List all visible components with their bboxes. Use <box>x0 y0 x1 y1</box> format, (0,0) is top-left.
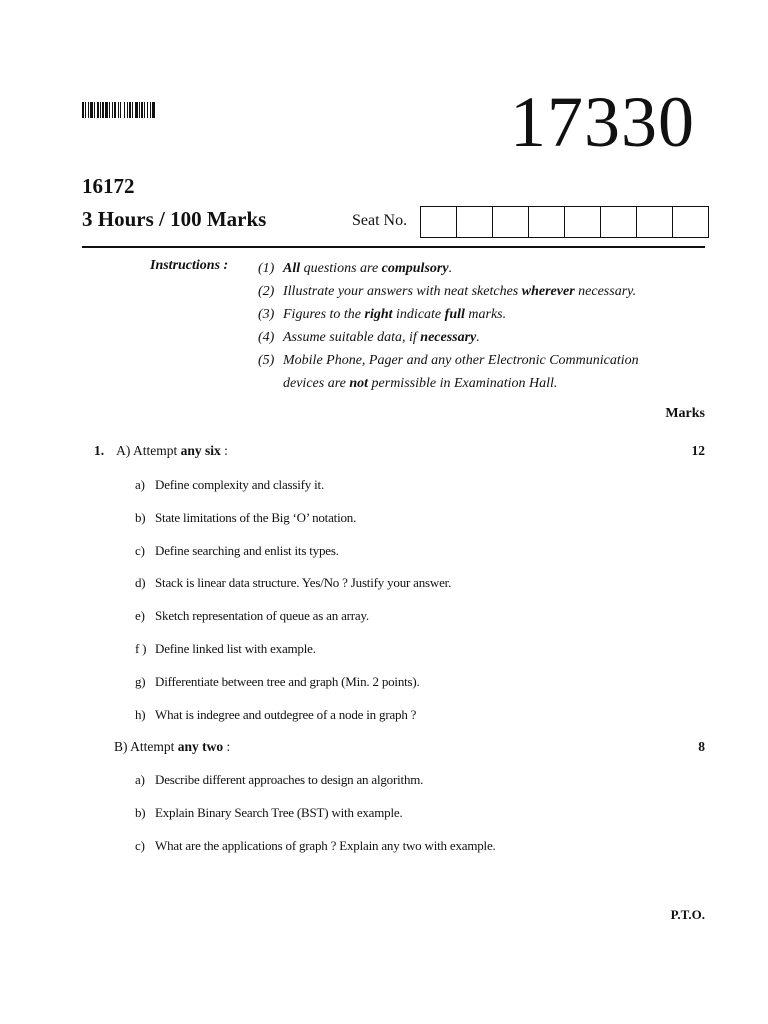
header-divider <box>82 246 705 248</box>
please-turn-over: P.T.O. <box>670 907 705 922</box>
part-b-marks: 8 <box>698 739 705 754</box>
instruction-fragment: Figures to the <box>283 307 365 322</box>
sub-question-label: h) <box>135 706 146 722</box>
seat-number-box[interactable] <box>421 207 457 237</box>
seat-number-box[interactable] <box>601 207 637 237</box>
sub-question-item <box>135 772 423 788</box>
instruction-fragment: indicate <box>392 307 445 322</box>
instruction-fragment: questions are <box>300 261 382 276</box>
part-b-emph: any two <box>177 739 224 754</box>
instruction-number: (5) <box>258 353 275 368</box>
sub-question-item <box>135 707 416 723</box>
sub-question-text: Stack is linear data structure. Yes/No ? Justify your answer. <box>155 575 452 591</box>
part-b-suffix: : <box>223 739 231 754</box>
part-a-marks: 12 <box>691 443 705 458</box>
instruction-fragment: permissible in Examination Hall. <box>368 376 558 391</box>
seat-number-box[interactable] <box>457 207 493 237</box>
instruction-item <box>258 326 698 349</box>
instruction-text <box>283 326 480 349</box>
part-b-prefix: Attempt <box>130 739 178 754</box>
instruction-fragment: necessary. <box>574 284 637 299</box>
sub-question-text: Define searching and enlist its types. <box>155 542 339 558</box>
sub-question-text: Sketch representation of queue as an array. <box>155 608 369 624</box>
marks-column-header: Marks <box>665 406 705 421</box>
instruction-fragment: Mobile Phone, Pager and any other Electronic Communication <box>283 353 639 368</box>
instruction-text <box>283 257 452 280</box>
paper-code: 17330 <box>510 82 695 162</box>
instruction-fragment: Assume suitable data, if <box>283 330 421 345</box>
seat-number-box[interactable] <box>565 207 601 237</box>
instruction-item <box>258 349 698 372</box>
sub-question-label: b) <box>135 509 146 525</box>
sub-question-label: a) <box>135 772 145 787</box>
question-1-part-a-heading <box>94 443 228 459</box>
sub-question-label: c) <box>135 542 145 558</box>
instruction-number: (3) <box>258 307 275 322</box>
sub-question-text: Describe different approaches to design an algorithm. <box>155 772 424 787</box>
instruction-item <box>258 280 698 303</box>
instructions-label: Instructions : <box>150 258 229 273</box>
sub-question-text: State limitations of the Big ‘O’ notation. <box>155 509 357 525</box>
instruction-emphasis: compulsory <box>381 261 449 276</box>
instruction-number: (2) <box>258 284 275 299</box>
sub-question-text: What is indegree and outdegree of a node in graph ? <box>155 706 417 722</box>
instruction-fragment: marks. <box>464 307 507 322</box>
instruction-emphasis: wherever <box>521 284 575 299</box>
instruction-number: (4) <box>258 330 275 345</box>
sub-question-label: e) <box>135 608 145 624</box>
sub-question-item <box>135 674 420 690</box>
instruction-item <box>258 303 698 326</box>
sub-question-item <box>135 575 451 591</box>
instruction-emphasis: All <box>283 261 301 276</box>
instruction-number: (1) <box>258 261 275 276</box>
sub-question-item <box>135 608 369 624</box>
sub-question-label: f ) <box>135 641 147 656</box>
sub-question-text: Differentiate between tree and graph (Min. 2 points). <box>155 673 420 689</box>
sub-question-item <box>135 838 496 854</box>
part-a-label: A) <box>116 443 131 458</box>
instruction-emphasis: not <box>349 376 369 391</box>
sub-question-text: What are the applications of graph ? Explain any two with example. <box>155 838 496 853</box>
instruction-emphasis: full <box>444 307 465 322</box>
instruction-fragment: devices are <box>283 376 350 391</box>
sub-question-item <box>135 543 339 559</box>
instruction-fragment: Illustrate your answers with neat sketches <box>283 284 522 299</box>
duration-marks: 3 Hours / 100 Marks <box>82 207 267 231</box>
part-b-label: B) <box>114 739 128 754</box>
sub-question-label: g) <box>135 673 146 689</box>
instruction-item <box>258 372 698 395</box>
seat-number-box[interactable] <box>637 207 673 237</box>
barcode <box>82 102 184 118</box>
sub-question-label: c) <box>135 838 145 853</box>
instructions-list <box>258 257 698 395</box>
instruction-text <box>283 349 639 372</box>
question-1-part-b-heading <box>114 739 230 755</box>
instruction-fragment: . <box>476 330 480 345</box>
question-number: 1. <box>94 443 105 458</box>
instruction-text <box>283 303 506 326</box>
instruction-text <box>283 372 557 395</box>
instruction-item <box>258 257 698 280</box>
sub-question-item <box>135 510 356 526</box>
seat-number-box[interactable] <box>673 207 708 237</box>
sub-question-label: a) <box>135 477 145 492</box>
barcode-bar <box>155 102 156 118</box>
seat-number-box[interactable] <box>529 207 565 237</box>
seat-number-boxes[interactable] <box>420 206 709 238</box>
instruction-fragment: . <box>448 261 453 276</box>
part-a-suffix: : <box>220 443 228 458</box>
instruction-text <box>283 280 636 303</box>
sub-question-text: Define linked list with example. <box>155 641 316 656</box>
sub-question-label: d) <box>135 575 146 591</box>
instruction-emphasis: right <box>364 307 393 322</box>
sub-question-item <box>135 477 324 493</box>
sub-question-item <box>135 805 403 821</box>
part-a-emph: any six <box>180 443 221 458</box>
sub-question-label: b) <box>135 805 146 820</box>
instruction-emphasis: necessary <box>420 330 477 345</box>
seat-number-box[interactable] <box>493 207 529 237</box>
sub-question-item <box>135 641 316 657</box>
sub-question-text: Define complexity and classify it. <box>155 477 325 492</box>
part-a-prefix: Attempt <box>133 443 181 458</box>
sub-code: 16172 <box>82 174 135 198</box>
seat-number-label: Seat No. <box>352 212 408 229</box>
sub-question-text: Explain Binary Search Tree (BST) with example. <box>155 805 403 820</box>
